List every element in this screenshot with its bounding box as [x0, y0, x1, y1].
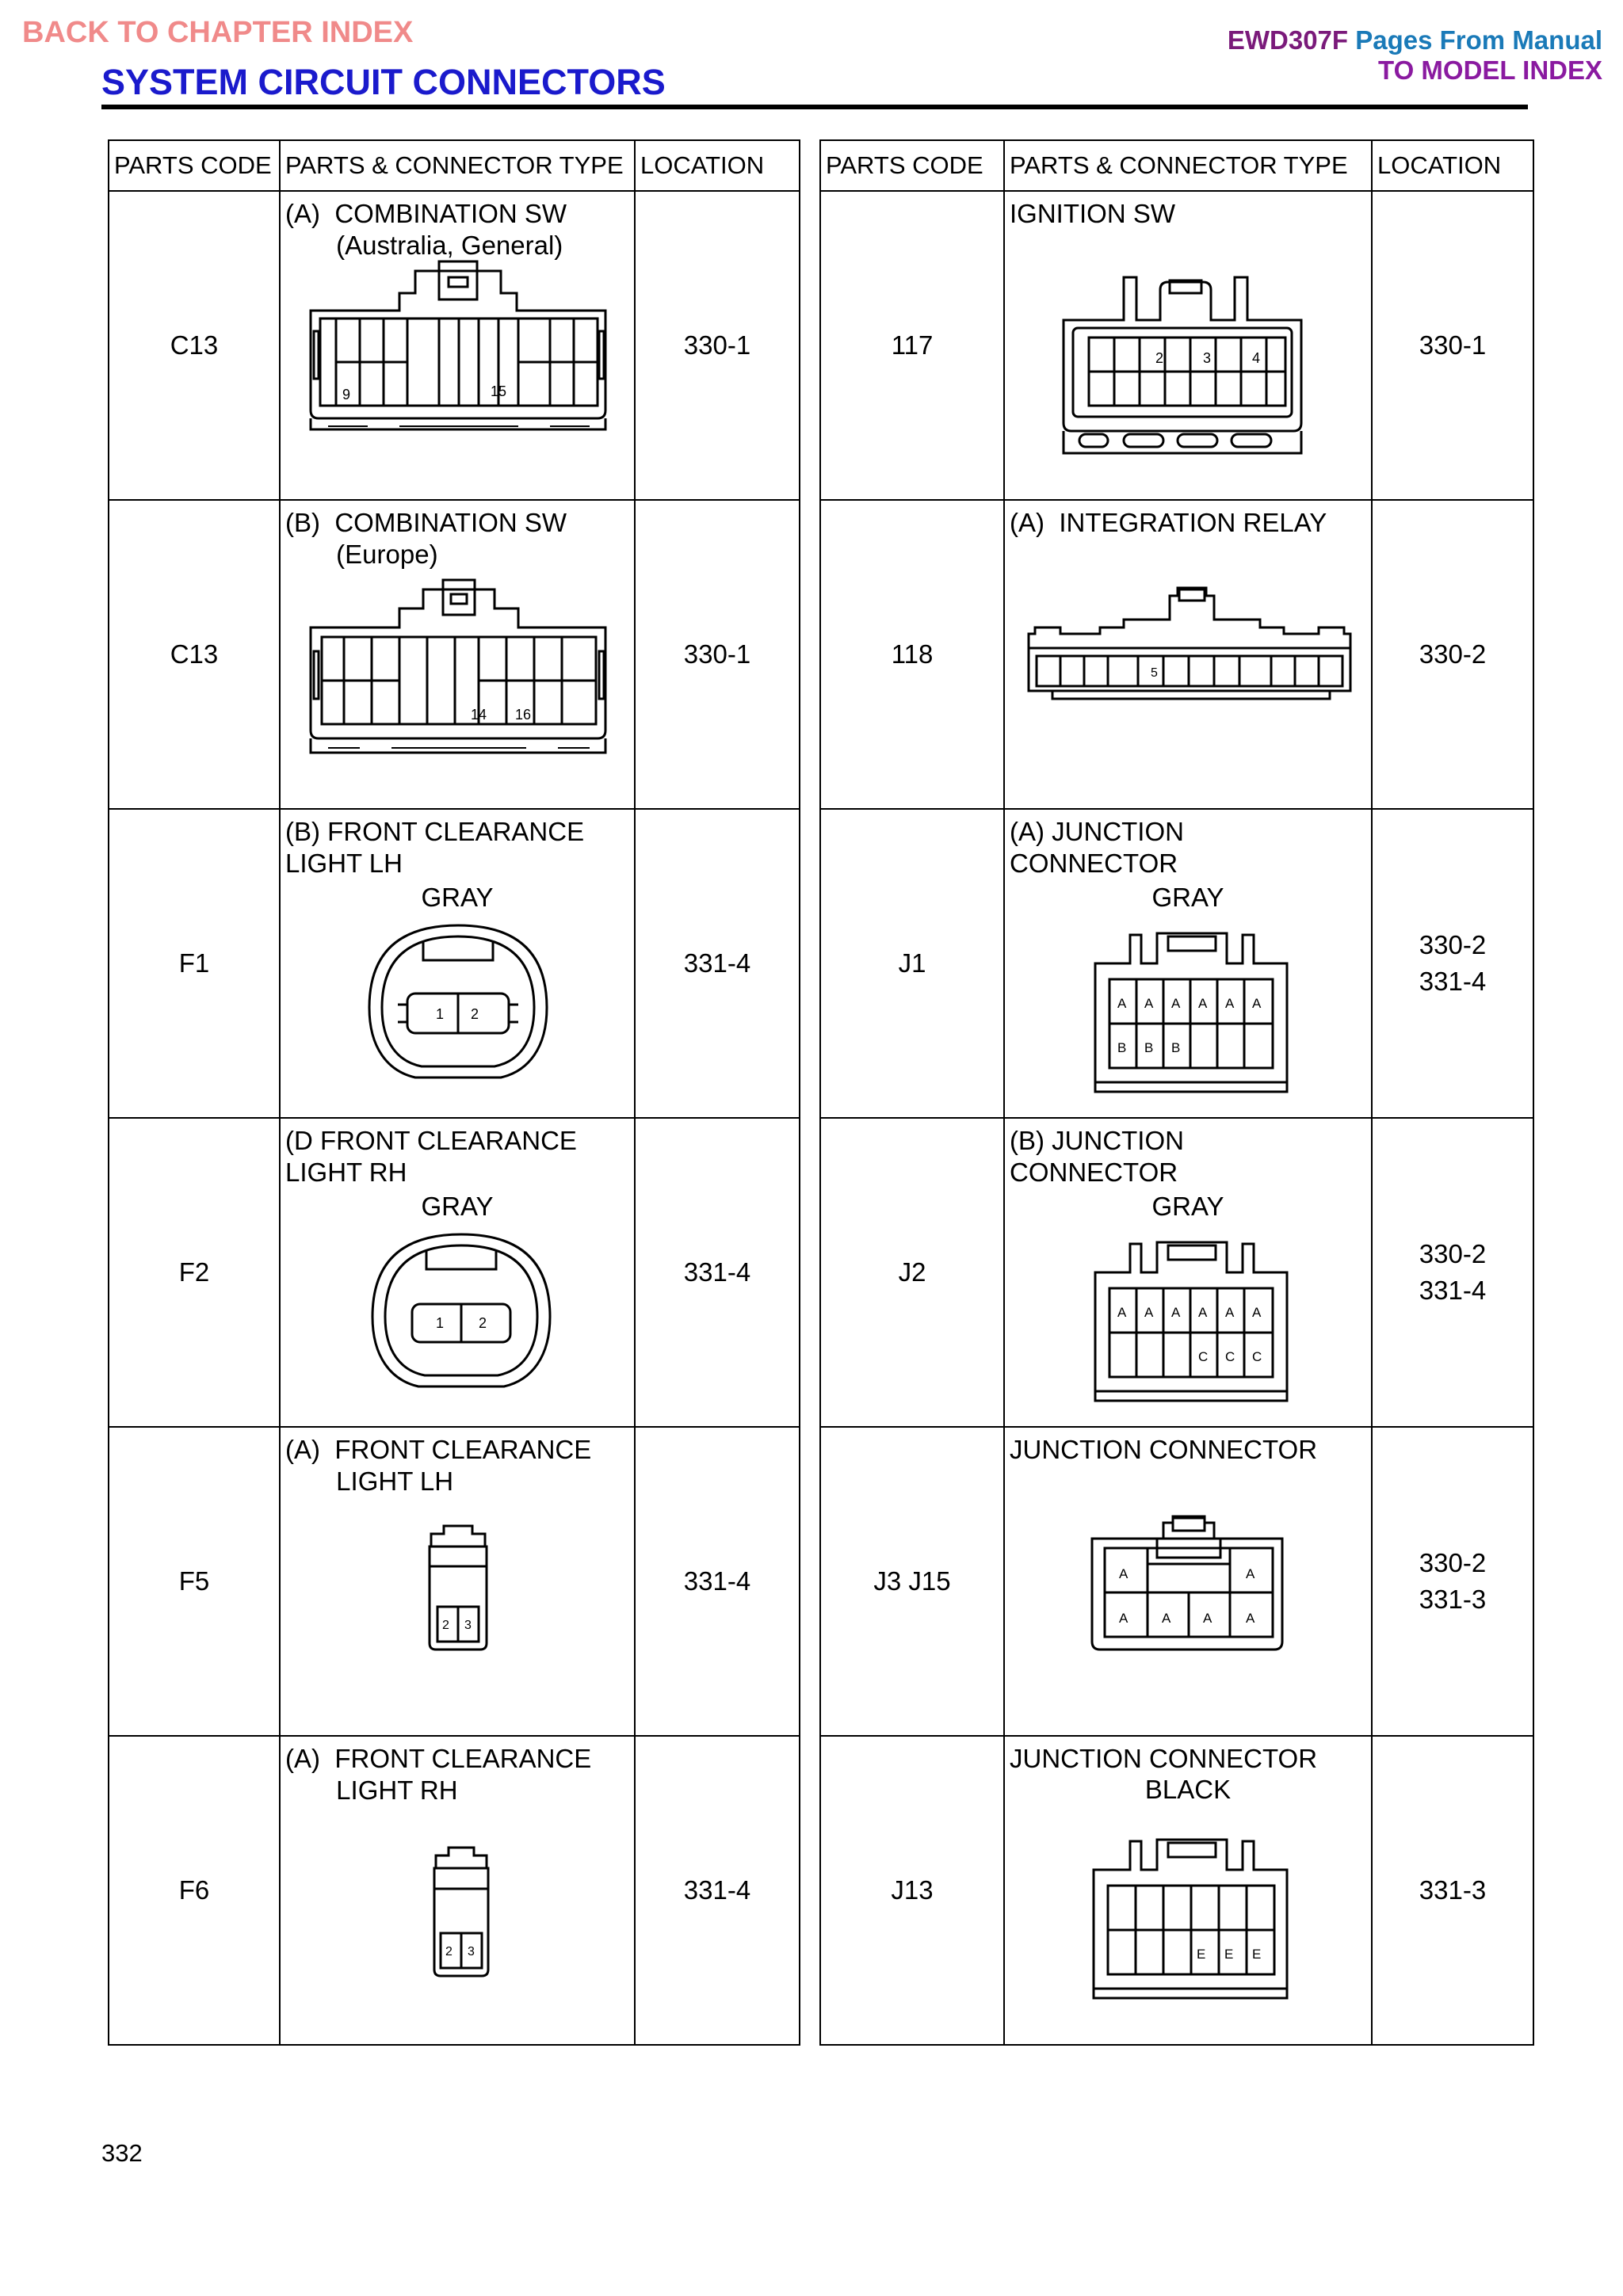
header-location: LOCATION	[635, 140, 800, 191]
connector-color: GRAY	[1151, 1192, 1224, 1221]
location	[635, 1118, 800, 1427]
location-ref: 331-3	[1419, 1875, 1487, 1905]
table-row	[109, 1118, 800, 1427]
combination-sw-a-connector-diagram	[281, 192, 636, 499]
location-ref: 331-4	[683, 1257, 751, 1287]
connector-name: (A) FRONT CLEARANCE LIGHT LH	[285, 1435, 592, 1496]
pin-label: 3	[464, 1619, 472, 1632]
parts-code: J1	[820, 809, 1004, 1118]
pin-label: B	[1144, 1040, 1154, 1055]
pin-label: A	[1117, 1305, 1127, 1320]
pin-label: B	[1117, 1040, 1127, 1055]
location-ref: 331-3	[1419, 1585, 1487, 1614]
connector-name: (B) FRONT CLEARANCE LIGHT LH	[285, 817, 585, 878]
manual-code: EWD307F	[1227, 25, 1349, 55]
location	[635, 500, 800, 809]
back-to-chapter-index-link[interactable]: BACK TO CHAPTER INDEX	[22, 16, 414, 49]
junction-connector-j13-diagram	[1005, 1737, 1373, 2044]
table-row	[820, 1118, 1533, 1427]
pin-label: C	[1252, 1349, 1262, 1364]
pin-label: 3	[468, 1945, 475, 1958]
pin-label: A	[1171, 1305, 1181, 1320]
location-ref: 331-4	[683, 1566, 751, 1596]
pin-label: 2	[445, 1945, 453, 1958]
location-ref: 330-1	[683, 330, 751, 360]
pin-label: A	[1246, 1611, 1255, 1626]
location	[1372, 1118, 1533, 1427]
pin-label: A	[1144, 1305, 1154, 1320]
page-title: SYSTEM CIRCUIT CONNECTORS	[101, 62, 666, 102]
table-row	[820, 1427, 1533, 1736]
location	[1372, 1427, 1533, 1736]
location-ref: 330-1	[1419, 330, 1487, 360]
pin-label: 1	[436, 1006, 445, 1022]
pin-label: 14	[471, 707, 487, 723]
table-row	[109, 1427, 800, 1736]
pin-label: A	[1252, 996, 1262, 1011]
page-number: 332	[101, 2139, 143, 2167]
connector-table-left	[108, 139, 800, 2046]
pin-label: A	[1119, 1566, 1128, 1581]
pin-label: A	[1144, 996, 1154, 1011]
table-row	[820, 1736, 1533, 2045]
pin-label: A	[1117, 996, 1127, 1011]
connector-name: (D FRONT CLEARANCE LIGHT RH	[285, 1126, 577, 1187]
junction-connector-a-diagram	[1005, 810, 1373, 1117]
connector-name: (B) COMBINATION SW (Europe)	[285, 508, 567, 569]
parts-code: F6	[109, 1736, 280, 2045]
to-model-index-link[interactable]: TO MODEL INDEX	[1378, 55, 1602, 85]
pin-label: A	[1162, 1611, 1171, 1626]
pin-label: 2	[1155, 350, 1164, 366]
pin-label: A	[1198, 1305, 1208, 1320]
parts-code: 118	[820, 500, 1004, 809]
header-connector-type: PARTS & CONNECTOR TYPE	[1004, 140, 1372, 191]
location	[635, 1427, 800, 1736]
connector-name: (B) JUNCTION CONNECTOR	[1010, 1126, 1184, 1187]
pin-label: 9	[342, 387, 351, 402]
manual-pages-link[interactable]: Pages From Manual	[1355, 25, 1602, 55]
pin-label: E	[1224, 1947, 1234, 1962]
front-clearance-light-lh-small-connector-diagram	[281, 1428, 636, 1735]
location-ref: 330-2	[1419, 1548, 1487, 1577]
location-ref: 330-2	[1419, 930, 1487, 959]
pin-label: E	[1252, 1947, 1262, 1962]
header-parts-code: PARTS CODE	[109, 140, 280, 191]
pin-label: 16	[515, 707, 532, 723]
connector-color: BLACK	[1144, 1775, 1232, 1804]
location	[635, 809, 800, 1118]
connector-name: JUNCTION CONNECTOR	[1010, 1435, 1318, 1464]
connector-name: (A) JUNCTION CONNECTOR	[1010, 817, 1184, 878]
pin-label: A	[1198, 996, 1208, 1011]
pin-label: A	[1225, 996, 1235, 1011]
parts-code: C13	[109, 500, 280, 809]
table-header	[820, 140, 1533, 191]
parts-code: F5	[109, 1427, 280, 1736]
pin-label: A	[1171, 996, 1181, 1011]
location-ref: 330-2	[1419, 639, 1487, 669]
location	[1372, 809, 1533, 1118]
pin-label: E	[1197, 1947, 1206, 1962]
parts-code: J3 J15	[820, 1427, 1004, 1736]
pin-label: 15	[491, 383, 507, 399]
front-clearance-light-lh-connector-diagram	[281, 810, 636, 1117]
location	[635, 1736, 800, 2045]
pin-label: 1	[436, 1315, 445, 1331]
header-parts-code: PARTS CODE	[820, 140, 1004, 191]
pin-label: 3	[1203, 350, 1212, 366]
connector-name: (A) FRONT CLEARANCE LIGHT RH	[285, 1744, 592, 1805]
header-connector-type: PARTS & CONNECTOR TYPE	[280, 140, 635, 191]
pin-label: A	[1246, 1566, 1255, 1581]
junction-connector-j3-j15-diagram	[1005, 1428, 1373, 1735]
front-clearance-light-rh-small-connector-diagram	[281, 1737, 636, 2044]
parts-code: F1	[109, 809, 280, 1118]
pin-label: B	[1171, 1040, 1181, 1055]
combination-sw-b-connector-diagram	[281, 501, 636, 808]
table-row	[109, 191, 800, 500]
connector-color: GRAY	[421, 1192, 494, 1221]
connector-color: GRAY	[421, 883, 494, 912]
title-divider	[101, 105, 1528, 109]
location-ref: 331-4	[1419, 967, 1487, 996]
location	[1372, 191, 1533, 500]
pin-label: A	[1203, 1611, 1212, 1626]
table-row	[820, 191, 1533, 500]
pin-label: A	[1119, 1611, 1128, 1626]
connector-table-right	[819, 139, 1534, 2046]
parts-code: J2	[820, 1118, 1004, 1427]
connector-name: IGNITION SW	[1010, 199, 1175, 228]
pin-label: 4	[1252, 350, 1261, 366]
connector-name: (A) COMBINATION SW (Australia, General)	[285, 199, 567, 260]
pin-label: A	[1252, 1305, 1262, 1320]
parts-code: C13	[109, 191, 280, 500]
parts-code: F2	[109, 1118, 280, 1427]
front-clearance-light-rh-connector-diagram	[281, 1119, 636, 1426]
table-row	[820, 809, 1533, 1118]
ignition-sw-connector-diagram	[1005, 192, 1373, 499]
manual-reference	[1228, 25, 1602, 55]
header-location: LOCATION	[1372, 140, 1533, 191]
table-row	[109, 809, 800, 1118]
pin-label: 2	[479, 1315, 487, 1331]
parts-code: J13	[820, 1736, 1004, 2045]
location-ref: 331-4	[683, 948, 751, 978]
junction-connector-b-diagram	[1005, 1119, 1373, 1426]
integration-relay-connector-diagram	[1005, 501, 1373, 808]
connector-color: GRAY	[1151, 883, 1224, 912]
connector-name: JUNCTION CONNECTOR	[1010, 1744, 1318, 1773]
location	[635, 191, 800, 500]
table-header	[109, 140, 800, 191]
pin-label: 2	[471, 1006, 479, 1022]
table-row	[109, 1736, 800, 2045]
table-row	[820, 500, 1533, 809]
pin-label: C	[1225, 1349, 1235, 1364]
location-ref: 330-1	[683, 639, 751, 669]
location-ref: 331-4	[1419, 1276, 1487, 1305]
pin-label: C	[1198, 1349, 1209, 1364]
location-ref: 331-4	[683, 1875, 751, 1905]
location	[1372, 500, 1533, 809]
connector-name: (A) INTEGRATION RELAY	[1010, 508, 1327, 537]
location-ref: 330-2	[1419, 1239, 1487, 1268]
parts-code: 117	[820, 191, 1004, 500]
pin-label: 2	[442, 1619, 449, 1632]
table-row	[109, 500, 800, 809]
pin-label: A	[1225, 1305, 1235, 1320]
pin-label: 5	[1151, 666, 1158, 680]
location	[1372, 1736, 1533, 2045]
